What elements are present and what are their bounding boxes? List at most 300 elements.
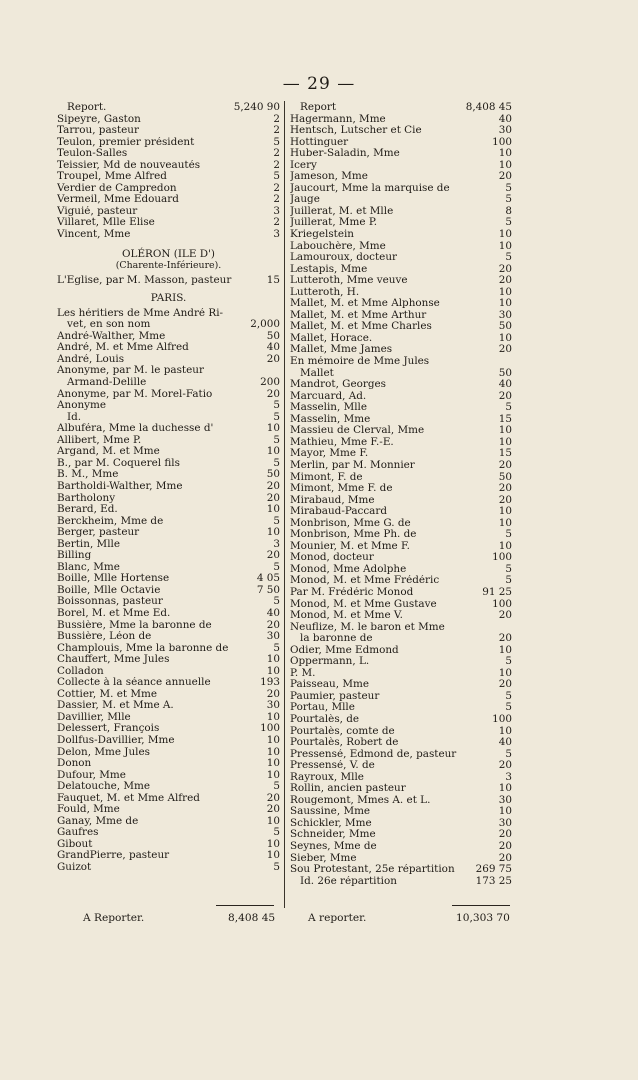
list-entry	[57, 516, 280, 528]
entry-amount: 40	[266, 341, 280, 354]
list-entry	[290, 876, 512, 888]
entry-name: Mallet, M. et Mme Arthur	[290, 309, 427, 321]
entry-amount: 50	[498, 366, 512, 379]
right-footer-total: 10,303 70	[456, 912, 510, 924]
entry-amount: 40	[498, 736, 512, 749]
list-entry	[57, 400, 280, 412]
list-entry	[290, 783, 512, 795]
entry-amount: 10	[498, 435, 512, 448]
entry-amount: 20	[498, 840, 512, 852]
list-entry	[57, 562, 280, 574]
list-entry	[290, 160, 512, 172]
list-entry	[290, 622, 512, 634]
entry-name: Verdier de Campredon	[57, 182, 177, 194]
entry-amount: 173 25	[475, 874, 512, 887]
entry-amount: 30	[498, 308, 512, 321]
entry-name: Chauffert, Mme Jules	[57, 654, 170, 666]
left-list-carryover	[57, 102, 280, 241]
entry-name: Pressensé, V. de	[290, 760, 375, 772]
entry-amount: 20	[266, 803, 280, 816]
list-entry	[290, 125, 512, 137]
list-entry	[57, 183, 280, 195]
entry-amount: 10	[266, 768, 280, 781]
entry-name: Monbrison, Mme G. de	[290, 517, 411, 529]
list-entry	[290, 564, 512, 576]
list-entry	[57, 747, 280, 759]
left-footer-total: 8,408 45	[228, 912, 276, 924]
entry-amount: 20	[266, 387, 280, 400]
entry-amount: 30	[266, 630, 280, 643]
entry-amount: 2	[273, 193, 280, 206]
list-entry	[57, 793, 280, 805]
list-entry	[290, 691, 512, 703]
list-entry	[290, 275, 512, 287]
entry-name: Paumier, pasteur	[290, 690, 380, 702]
entry-name: Mayor, Mme F.	[290, 448, 369, 460]
entry-amount: 40	[498, 378, 512, 391]
entry-name: Berard, Ed.	[57, 504, 118, 516]
entry-name: Cottier, M. et Mme	[57, 688, 157, 700]
entry-name: Sipeyre, Gaston	[57, 113, 141, 125]
list-entry	[57, 194, 280, 206]
list-entry	[290, 333, 512, 345]
entry-name: Hentsch, Lutscher et Cie	[290, 125, 422, 137]
column-divider	[284, 101, 285, 908]
entry-amount: 2	[273, 112, 280, 125]
entry-name: En mémoire de Mme Jules	[290, 356, 430, 368]
entry-amount: 20	[266, 791, 280, 804]
entry-amount: 5	[505, 181, 512, 194]
entry-name: Mathieu, Mme F.-E.	[290, 436, 394, 448]
entry-name: Les héritiers de Mme André Ri-	[57, 307, 224, 319]
entry-name: Fauquet, M. et Mme Alfred	[57, 792, 200, 804]
region-heading: OLÉRON (ILE D')	[122, 247, 215, 260]
entry-name: Anonyme	[57, 400, 107, 412]
list-entry	[57, 319, 280, 331]
list-entry	[57, 585, 280, 597]
entry-amount: 5	[273, 560, 280, 573]
list-entry	[290, 344, 512, 356]
list-entry	[290, 483, 512, 495]
entry-name: Gaufres	[57, 827, 99, 839]
list-entry	[57, 700, 280, 712]
entry-amount: 40	[266, 606, 280, 619]
list-entry	[57, 148, 280, 160]
list-entry	[57, 102, 280, 114]
entry-amount: 193	[260, 676, 280, 689]
entry-amount: 8,408 45	[465, 101, 512, 113]
list-entry	[290, 749, 512, 761]
entry-amount: 10	[498, 539, 512, 552]
entry-name: André, Louis	[57, 353, 125, 365]
list-entry	[57, 712, 280, 724]
list-entry	[290, 518, 512, 530]
list-entry	[57, 377, 280, 389]
list-entry	[57, 654, 280, 666]
list-entry	[290, 194, 512, 206]
entry-name: Mimont, Mme F. de	[290, 483, 393, 495]
entry-name: Mallet	[300, 367, 334, 379]
entry-name: Dassier, M. et Mme A.	[57, 700, 174, 712]
list-entry	[290, 137, 512, 149]
entry-amount: 5,240 90	[233, 101, 280, 113]
entry-name: Dufour, Mme	[57, 769, 126, 781]
list-entry	[57, 229, 280, 241]
entry-name: Mallet, Mme James	[290, 344, 393, 356]
entry-name: Anonyme, par M. le pasteur	[57, 365, 204, 377]
list-entry	[290, 841, 512, 853]
entry-name: Report.	[67, 102, 107, 113]
list-entry	[290, 760, 512, 772]
entry-amount: 200	[260, 376, 280, 389]
entry-amount: 100	[492, 135, 512, 148]
entry-name: Teulon, premier président	[57, 136, 195, 148]
list-entry	[290, 541, 512, 553]
entry-name: Pourtalès, Robert de	[290, 737, 399, 749]
entry-name: Neuflize, M. le baron et Mme	[290, 621, 445, 633]
entry-amount: 10	[266, 814, 280, 827]
list-entry	[57, 839, 280, 851]
list-entry	[290, 356, 512, 368]
entry-name: Monod, docteur	[290, 552, 374, 564]
entry-name: Id.	[67, 411, 82, 423]
list-entry	[290, 252, 512, 264]
entry-name: Donon	[57, 758, 92, 770]
entry-amount: 10	[498, 147, 512, 160]
entry-name: Delon, Mme Jules	[57, 746, 150, 758]
entry-name: Borel, M. et Mme Ed.	[57, 607, 171, 619]
entry-name: Monbrison, Mme Ph. de	[290, 529, 417, 541]
entry-amount: 5	[273, 514, 280, 527]
entry-name: Mandrot, Georges	[290, 379, 386, 391]
list-entry	[57, 435, 280, 447]
list-entry	[57, 275, 280, 287]
entry-name: Sou Protestant, 25e répartition	[290, 864, 455, 876]
entry-name: Rougemont, Mmes A. et L.	[290, 794, 431, 806]
region-department: (Charente-Inférieure).	[115, 260, 222, 272]
entry-name: Huber-Saladin, Mme	[290, 148, 400, 160]
entry-name: Report	[300, 102, 337, 113]
entry-amount: 20	[498, 170, 512, 183]
entry-name: Colladon	[57, 665, 104, 677]
entry-name: Hottinguer	[290, 136, 349, 148]
list-entry	[290, 402, 512, 414]
list-entry	[57, 389, 280, 401]
list-entry	[290, 287, 512, 299]
entry-amount: 10	[498, 239, 512, 252]
entry-name: Mallet, Horace.	[290, 332, 373, 344]
entry-amount: 10	[266, 503, 280, 516]
entry-name: Villaret, Mlle Elise	[57, 217, 155, 229]
page-number: — 29 —	[282, 74, 356, 94]
entry-name: Monod, M. et Mme V.	[290, 610, 403, 622]
entry-name: Monod, M. et Mme Gustave	[290, 598, 437, 610]
entry-amount: 5	[505, 251, 512, 264]
list-entry	[290, 414, 512, 426]
list-entry	[290, 425, 512, 437]
entry-name: Juillerat, M. et Mlle	[290, 205, 394, 217]
list-entry	[290, 806, 512, 818]
entry-name: Armand-Delille	[67, 377, 147, 389]
entry-name: Labouchère, Mme	[290, 240, 386, 252]
entry-amount: 20	[498, 458, 512, 471]
entry-name: Collecte à la séance annuelle	[57, 677, 211, 689]
entry-name: Boille, Mlle Octavie	[57, 584, 161, 596]
list-entry	[57, 308, 280, 320]
list-entry	[290, 829, 512, 841]
list-entry	[57, 608, 280, 620]
entry-name: Bussière, Léon de	[57, 631, 152, 643]
list-entry	[290, 206, 512, 218]
entry-amount: 91 25	[482, 585, 512, 598]
entry-amount: 30	[266, 699, 280, 712]
entry-name: Ganay, Mme de	[57, 815, 139, 827]
entry-name: Sieber, Mme	[290, 852, 357, 864]
entry-name: Odier, Mme Edmond	[290, 644, 399, 656]
entry-name: Seynes, Mme de	[290, 841, 377, 852]
list-entry	[290, 552, 512, 564]
entry-amount: 8	[505, 204, 512, 217]
entry-name: Viguié, pasteur	[57, 205, 138, 217]
entry-amount: 10	[498, 724, 512, 737]
list-entry	[290, 726, 512, 738]
region-list	[57, 275, 280, 287]
list-entry	[57, 446, 280, 458]
entry-name: Tarrou, pasteur	[57, 125, 139, 137]
list-entry	[290, 772, 512, 784]
entry-amount: 10	[266, 837, 280, 850]
entry-amount: 10	[498, 158, 512, 171]
entry-amount: 3	[273, 228, 280, 241]
entry-name: Mallet, M. et Mme Alphonse	[290, 298, 440, 310]
list-entry	[290, 818, 512, 830]
list-entry	[290, 679, 512, 691]
list-entry	[290, 437, 512, 449]
entry-amount: 3	[505, 770, 512, 783]
list-entry	[57, 758, 280, 770]
entry-amount: 20	[498, 389, 512, 402]
list-entry	[57, 481, 280, 493]
entry-name: Fould, Mme	[57, 804, 120, 816]
left-footer-label: A Reporter.	[83, 912, 145, 924]
entry-amount: 5	[505, 689, 512, 702]
entry-amount: 5	[273, 780, 280, 793]
city-heading: PARIS.	[150, 292, 187, 305]
entry-amount: 5	[273, 135, 280, 148]
list-entry	[290, 148, 512, 160]
entry-name: Lutteroth, H.	[290, 286, 360, 298]
entry-name: Bertin, Mlle	[57, 538, 120, 550]
entry-name: Monod, Mme Adolphe	[290, 563, 407, 575]
list-entry	[290, 310, 512, 322]
list-entry	[290, 668, 512, 680]
entry-name: Merlin, par M. Monnier	[290, 459, 415, 471]
entry-name: Argand, M. et Mme	[57, 446, 160, 458]
entry-name: Billing	[57, 550, 92, 562]
list-entry	[57, 666, 280, 678]
entry-amount: 20	[498, 609, 512, 622]
entry-amount: 100	[492, 551, 512, 564]
list-entry	[290, 702, 512, 714]
entry-name: Rollin, ancien pasteur	[290, 783, 406, 795]
list-entry	[57, 850, 280, 862]
entry-amount: 4 05	[256, 572, 280, 585]
entry-amount: 3	[273, 204, 280, 217]
entry-amount: 20	[498, 493, 512, 506]
entry-name: Kriegelstein	[290, 229, 354, 241]
list-entry	[290, 795, 512, 807]
entry-amount: 20	[498, 274, 512, 287]
list-entry	[290, 656, 512, 668]
entry-name: Vincent, Mme	[57, 229, 131, 241]
entry-amount: 20	[266, 687, 280, 700]
list-entry	[57, 827, 280, 839]
list-entry	[57, 458, 280, 470]
list-entry	[290, 379, 512, 391]
list-entry	[57, 816, 280, 828]
entry-amount: 10	[498, 331, 512, 344]
list-entry	[57, 125, 280, 137]
list-entry	[290, 321, 512, 333]
entry-amount: 20	[266, 352, 280, 365]
left-total-rule	[216, 905, 274, 906]
entry-amount: 10	[266, 757, 280, 770]
list-entry	[57, 677, 280, 689]
entry-amount: 15	[498, 412, 512, 425]
entry-name: Delessert, François	[57, 723, 160, 735]
entry-amount: 15	[266, 273, 280, 286]
list-entry	[290, 737, 512, 749]
entry-name: la baronne de	[300, 633, 373, 645]
list-entry	[290, 506, 512, 518]
right-total-rule	[452, 905, 510, 906]
entry-amount: 20	[498, 482, 512, 495]
entry-name: Icery	[290, 159, 317, 171]
entry-amount: 30	[498, 124, 512, 137]
list-entry	[290, 229, 512, 241]
entry-amount: 10	[498, 505, 512, 518]
entry-name: Par M. Frédéric Monod	[290, 586, 414, 598]
entry-amount: 100	[492, 712, 512, 725]
list-entry	[57, 412, 280, 424]
entry-name: Gibout	[57, 838, 93, 850]
entry-name: Masselin, Mme	[290, 413, 371, 425]
list-entry	[57, 423, 280, 435]
entry-name: Monod, M. et Mme Frédéric	[290, 575, 440, 587]
list-entry	[290, 599, 512, 611]
entry-amount: 20	[498, 632, 512, 645]
entry-amount: 20	[498, 759, 512, 772]
entry-amount: 10	[498, 782, 512, 795]
list-entry	[57, 804, 280, 816]
entry-amount: 20	[266, 549, 280, 562]
entry-amount: 5	[505, 574, 512, 587]
list-entry	[57, 206, 280, 218]
entry-amount: 15	[498, 447, 512, 460]
entry-amount: 2	[273, 147, 280, 160]
list-entry	[57, 137, 280, 149]
entry-amount: 5	[505, 655, 512, 668]
entry-name: Dollfus-Davillier, Mme	[57, 734, 175, 746]
entry-amount: 2	[273, 158, 280, 171]
entry-name: Id. 26e répartition	[300, 875, 397, 887]
entry-name: Pourtalès, de	[290, 713, 360, 725]
entry-amount: 2,000	[250, 318, 280, 331]
entry-name: Paisseau, Mme	[290, 679, 369, 691]
list-entry	[290, 448, 512, 460]
entry-name: Pressensé, Edmond de, pasteur	[290, 748, 457, 760]
list-entry	[57, 493, 280, 505]
right-column	[290, 102, 512, 887]
entry-amount: 30	[498, 816, 512, 829]
entry-name: Mimont, F. de	[290, 471, 363, 483]
list-entry	[290, 587, 512, 599]
entry-amount: 2	[273, 181, 280, 194]
entry-name: Lutteroth, Mme veuve	[290, 275, 408, 287]
entry-name: André-Walther, Mme	[57, 330, 166, 342]
entry-amount: 5	[273, 861, 280, 873]
list-entry	[57, 171, 280, 183]
list-entry	[57, 631, 280, 643]
entry-amount: 10	[266, 745, 280, 758]
entry-name: Champlouis, Mme la baronne de	[57, 642, 229, 654]
list-entry	[57, 342, 280, 354]
entry-name: Juillerat, Mme P.	[290, 217, 378, 229]
entry-amount: 5	[505, 193, 512, 206]
city-list	[57, 308, 280, 874]
entry-name: Schneider, Mme	[290, 829, 376, 841]
right-footer-label: A reporter.	[308, 912, 367, 924]
entry-amount: 10	[266, 653, 280, 666]
list-entry	[290, 460, 512, 472]
entry-amount: 50	[498, 470, 512, 483]
list-entry	[57, 365, 280, 377]
entry-name: Davillier, Mlle	[57, 711, 131, 723]
entry-name: Lamouroux, docteur	[290, 252, 397, 264]
entry-name: Marcuard, Ad.	[290, 390, 367, 402]
entry-name: B., par M. Coquerel fils	[57, 457, 180, 469]
entry-amount: 5	[273, 433, 280, 446]
list-entry	[57, 527, 280, 539]
list-entry	[57, 596, 280, 608]
entry-amount: 10	[266, 733, 280, 746]
list-entry	[57, 160, 280, 172]
entry-name: vet, en son nom	[67, 319, 151, 331]
entry-amount: 5	[273, 595, 280, 608]
list-entry	[57, 550, 280, 562]
entry-amount: 7 50	[256, 583, 280, 596]
entry-amount: 10	[266, 664, 280, 677]
entry-amount: 100	[492, 597, 512, 610]
entry-name: Berckheim, Mme de	[57, 515, 164, 527]
entry-name: Teissier, Md de nouveautés	[57, 159, 201, 171]
entry-amount: 10	[498, 297, 512, 310]
entry-name: Albuféra, Mme la duchesse d'	[57, 423, 214, 435]
entry-name: Delatouche, Mme	[57, 781, 151, 793]
entry-amount: 20	[498, 262, 512, 275]
entry-name: Rayroux, Mlle	[290, 771, 364, 783]
entry-amount: 20	[266, 479, 280, 492]
entry-name: Anonyme, par M. Morel-Fatio	[57, 388, 213, 400]
entry-name: Mirabaud-Paccard	[290, 506, 387, 518]
entry-name: Bartholdi-Walther, Mme	[57, 480, 183, 492]
list-entry	[290, 298, 512, 310]
list-entry	[290, 183, 512, 195]
entry-amount: 10	[498, 516, 512, 529]
entry-name: Vermeil, Mme Edouard	[57, 194, 179, 206]
entry-amount: 100	[260, 722, 280, 735]
entry-name: Bussière, Mme la baronne de	[57, 619, 212, 631]
